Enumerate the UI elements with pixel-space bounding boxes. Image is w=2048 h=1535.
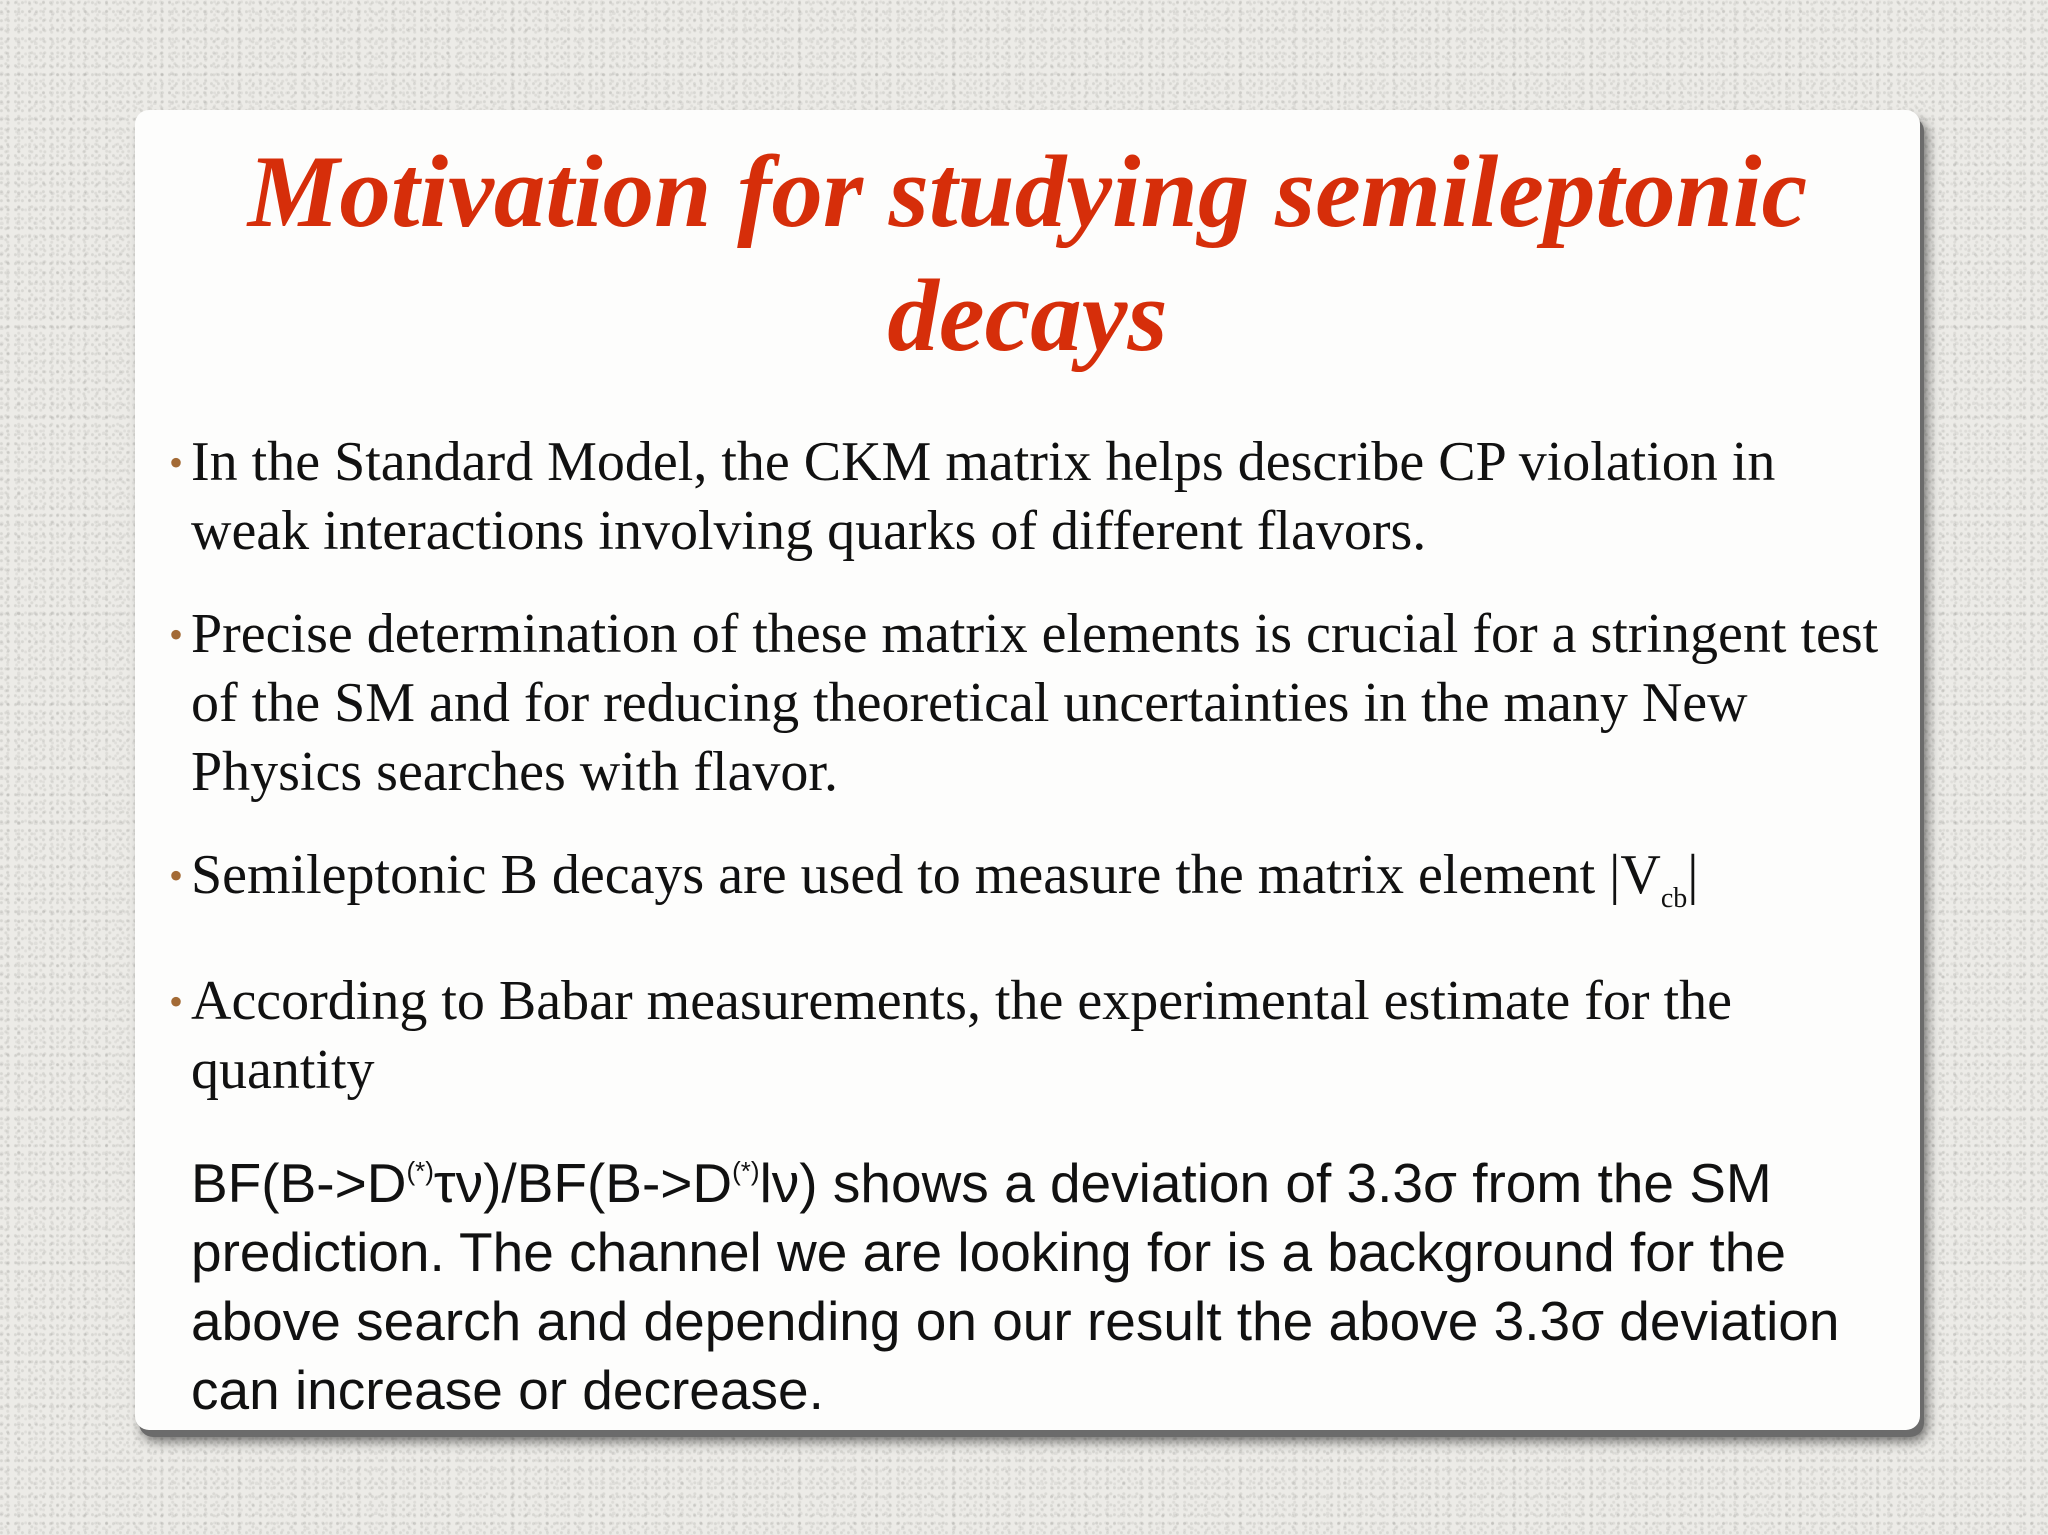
bullet-text-end: | bbox=[1687, 844, 1699, 906]
formula-paragraph bbox=[191, 1137, 1906, 1425]
formula-part-2: τν)/BF(B->D bbox=[433, 1152, 733, 1214]
formula-superscript-2: (*) bbox=[732, 1156, 760, 1186]
bullet-item bbox=[169, 967, 1906, 1105]
bullet-dot-icon: • bbox=[169, 612, 184, 657]
slide-panel bbox=[135, 110, 1920, 1430]
slide-title: Motivation for studying semileptonic decays bbox=[247, 135, 1808, 373]
bullet-text: According to Babar measurements, the experimental estimate for the quantity bbox=[191, 970, 1732, 1101]
bullet-item bbox=[169, 841, 1906, 933]
bullet-text: In the Standard Model, the CKM matrix helps describe CP violation in weak interactions involving quarks of different flavors. bbox=[191, 431, 1776, 562]
formula-part-3: lν) shows a deviation of 3.3σ from the SM prediction. The channel we are looking for is a background for the above search and depending on our result the above 3.3σ deviation can increase or decrease. bbox=[191, 1152, 1840, 1421]
formula-paragraph-item bbox=[191, 1137, 1906, 1425]
bullet-list bbox=[169, 428, 1906, 1425]
formula-superscript-1: (*) bbox=[406, 1156, 434, 1186]
bullet-item bbox=[169, 428, 1906, 566]
bullet-item bbox=[169, 600, 1906, 807]
formula-part-1: BF(B->D bbox=[191, 1152, 407, 1214]
bullet-dot-icon: • bbox=[169, 853, 184, 898]
bullet-text: Precise determination of these matrix elements is crucial for a stringent test of the SM and for reducing theoretical uncertainties in the many New Physics searches with flavor. bbox=[191, 603, 1879, 803]
bullet-dot-icon: • bbox=[169, 440, 184, 485]
bullet-text: Semileptonic B decays are used to measure the matrix element |V bbox=[191, 844, 1661, 906]
vcb-subscript: cb bbox=[1660, 883, 1688, 914]
bullet-dot-icon: • bbox=[169, 979, 184, 1024]
